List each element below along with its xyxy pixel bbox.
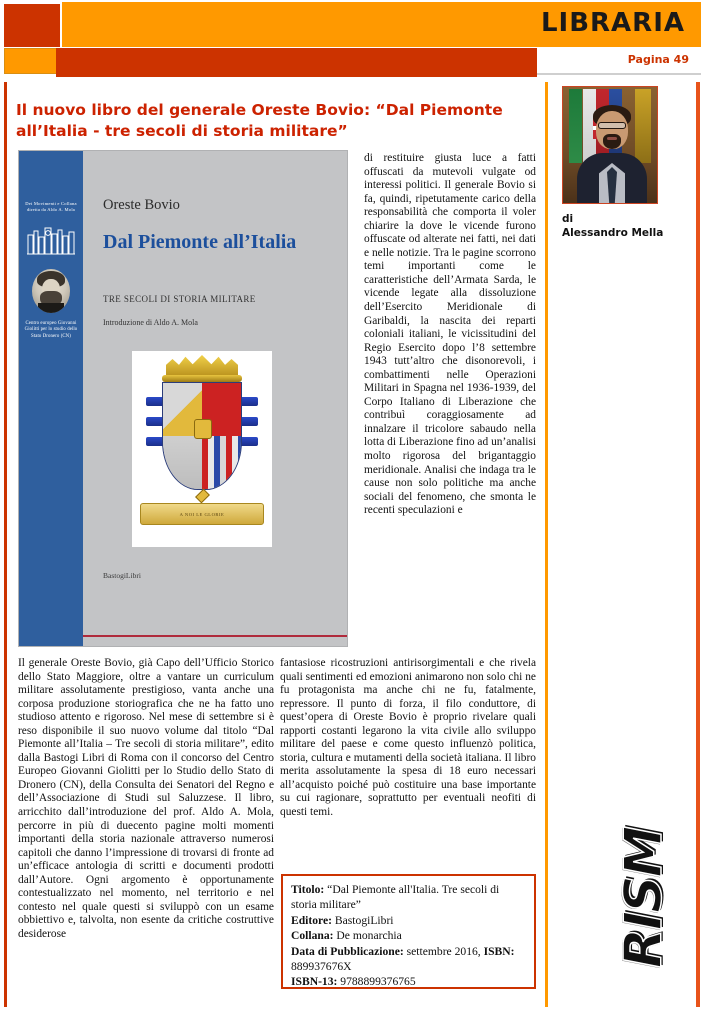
detail-isbn13-row (291, 974, 526, 989)
masthead-red-band (56, 48, 537, 77)
sidebar-divider-rule (545, 82, 548, 1007)
shield-quarter-4 (202, 436, 241, 489)
glasses-icon (598, 122, 626, 129)
masthead (0, 0, 703, 78)
book-cover-author: Oreste Bovio (103, 197, 180, 213)
book-cover-subtitle: TRE SECOLI DI STORIA MILITARE (103, 294, 256, 304)
book-cover-publisher: BastogiLibri (103, 571, 141, 580)
byline-prefix: di (562, 213, 574, 225)
detail-publisher-label: Editore: (291, 913, 333, 927)
masthead-orange-banner (62, 2, 701, 47)
photo-mouth (607, 137, 617, 140)
rism-logo (556, 780, 686, 980)
author-photo (562, 86, 658, 204)
flag-green (569, 89, 582, 163)
spine-portrait-collar (38, 303, 64, 313)
paragraph-right-bottom: fantasiose ricostruzioni antirisorgimentali e che rivela quali sentimenti ed emozioni animarono non solo chi ne fu protagonista ma anche chi ne fu, fatalmente, repressore. Il punto di forza, il filo conduttore, di quest’opera di Oreste Bovio è proprio rivelare quali rapporti costanti legarono la vita civile allo sviluppo militare del paese e come questo influenzò politica, storia, cultura e mutamenti della società italiana. Il libro merita assolutamente la spesa di 18 euro necessari all’acquisto poiché può costituire una base importante su cui ragionare, soprattutto per eventuali neofiti di questi temi. (280, 657, 536, 819)
paragraph-right-top: di restituire giusta luce a fatti offuscati da mutevoli vulgate od interessi politici. Il generale Bovio si fa, quindi, ripetutamente carico della responsabilità che comporta il voler chiarire la dove le vicende furono offuscate od alterate nei fatti, nei dati e nelle notizie. Tra le pagine scorrono temi importanti come le caratteristiche dell’Armata Sarda, le vicende legate alla dissoluzione dell’Esercito Meridionale di Garibaldi, la nascita dei reparti coloniali italiani, le vicissitudini del Regio Esercito dopo l’8 settembre 1943 tutt’altro che disonorevoli, i combattimenti nelle Operazioni Militari in Spagna nel 1936-1939, del Corpo Italiano di Liberazione che contribuì coraggiosamente ad innalzare il tricolore sabaudo nella lotta di Liberazione fino ad un’analisi molto rigorosa del brigantaggio meridionale. Analisi che indaga tra le cause non solo politiche ma anche sociali del fenomeno, che smonta le recenti speculazioni e (364, 152, 536, 517)
column-right-top (364, 152, 536, 518)
detail-publisher-row (291, 913, 526, 928)
detail-date-isbn-row (291, 944, 526, 975)
book-cover-title: Dal Piemonte all’Italia (103, 231, 297, 253)
detail-title-label: Titolo: (291, 883, 325, 896)
crown-icon (166, 355, 238, 377)
rism-logo-text: RISM (614, 827, 674, 969)
flag-gold (635, 89, 651, 163)
author-caption (562, 212, 686, 240)
column-right-bottom (280, 657, 536, 820)
crown-band (162, 375, 242, 382)
crest-motto-scroll (140, 503, 264, 525)
shield-quarter-3 (163, 436, 202, 489)
author-name: Alessandro Mella (562, 227, 664, 239)
book-cover-spine (19, 151, 83, 646)
publication-title: LIBRARIA (540, 8, 685, 38)
detail-title-row (291, 882, 526, 913)
spine-institution-text: Centro europeo Giovanni Giolitti per lo studio dello Stato Dronero (CN) (24, 321, 78, 339)
right-margin-rule (696, 82, 700, 1007)
detail-isbn13-value: 9788899376765 (337, 975, 416, 989)
coat-of-arms-icon (132, 351, 272, 547)
book-cover-image (18, 150, 348, 647)
page-number-label: Pagina 49 (627, 53, 689, 66)
crest-motto-text: A NOI LE GLORIE (179, 511, 225, 517)
paragraph-left-bottom: Il generale Oreste Bovio, già Capo dell’Ufficio Storico dello Stato Maggiore, oltre a vantare un curriculum militare assolutamente prestigioso, vanta anche una corposa produzione storiografica che ne ha fatto uno studioso attento e rigoroso. Nel mese di settembre si è reso disponibile il suo nuovo volume dal titolo “Dal Piemonte all’Italia – Tre secoli di storia militare”, edito dalla Bastogi Libri di Roma con il concorso del Centro Europeo Giovanni Giolitti per lo Studio dello Stato di Dronero (CN), della Consulta dei Senatori del Regno e dell’Associazione di Studi sul Saluzzese. Il libro, arricchito dall’introduzione del prof. Aldo A. Mola, percorre in più di duecento pagine molti momenti importanti della storia nazionale attraverso numerosi capitoli che danno l’impressione di trovarsi di fronte ad un’efficace antologia di scritti e documenti prodotti dall’Autore. Ogni argomento è opportunamente contestualizzato nel momento, nel territorio e nel contesto nel quale questi si sviluppò con un esame obbiettivo e, talvolta, non esente da critiche costruttive desiderose (18, 657, 274, 940)
book-cover-introduction: Introduzione di Aldo A. Mola (103, 318, 198, 327)
detail-publisher-value: BastogiLibri (332, 913, 394, 927)
page-number-box (537, 48, 701, 75)
book-details-box (281, 874, 536, 989)
crest-pendant-icon (195, 489, 210, 504)
spine-series-text: Dei Movimenti e Collana diretta da Aldo A. Mola (25, 201, 77, 212)
masthead-orange-block-bottomleft (4, 48, 60, 74)
detail-collection-row (291, 928, 526, 943)
author-block (558, 86, 686, 240)
left-margin-rule (4, 82, 7, 1007)
detail-date-value: settembre 2016, (403, 944, 484, 958)
detail-collection-label: Collana: (291, 929, 334, 943)
detail-date-label: Data di Pubblicazione: (291, 944, 404, 958)
detail-isbn-value: 889937676X (291, 960, 352, 974)
detail-isbn13-label: ISBN-13: (291, 975, 338, 989)
skyline-icon (27, 225, 75, 255)
shield-inescutcheon (194, 419, 212, 439)
article-headline: Il nuovo libro del generale Oreste Bovio: “Dal Piemonte all’Italia - tre secoli di storia militare” (16, 101, 503, 141)
detail-collection-value: De monarchia (333, 929, 402, 943)
detail-title-value: “Dal Piemonte all'Italia. Tre secoli di storia militare” (291, 883, 500, 912)
column-left-bottom (18, 657, 274, 941)
masthead-red-block-topleft (4, 4, 60, 47)
detail-isbn-label: ISBN: (483, 944, 515, 958)
book-cover-bottom-rule (83, 635, 347, 637)
spine-portrait-icon (32, 269, 70, 313)
